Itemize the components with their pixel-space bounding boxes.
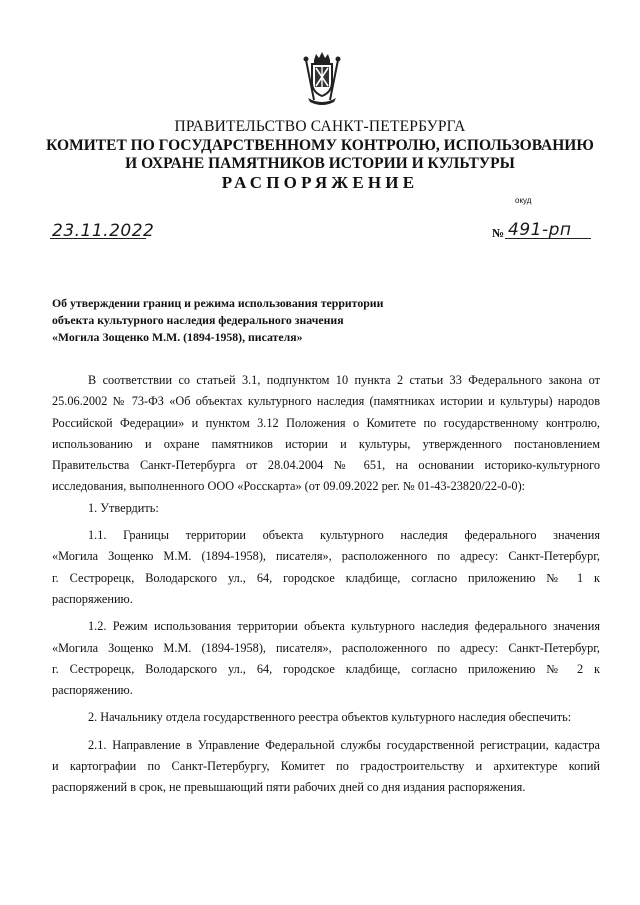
text-line: 1.1. Границы территории объекта культурного наследия федерального значения — [88, 528, 600, 543]
committee-name-line2: И ОХРАНЕ ПАМЯТНИКОВ ИСТОРИИ И КУЛЬТУРЫ — [125, 155, 515, 172]
document-number: 491-рп — [508, 220, 572, 240]
text-line: В соответствии со статьей 3.1, подпунктом 10 пункта 2 статьи 33 Федерального закона от — [88, 373, 600, 387]
text-line: г. Сестрорецк, Володарского ул., 64, городское кладбище, согласно приложению № 2 к — [52, 661, 600, 676]
text-line: 1.2. Режим использования территории объекта культурного наследия федерального значения — [88, 619, 600, 634]
text-line: использованию и охране памятников истории и культуры, утвержденного постановлением — [52, 436, 600, 451]
text-line: исследования, выполненного ООО «Росскарта» (от 09.09.2022 рег. № 01-43-23820/22-0-0): — [52, 479, 526, 494]
item-1: 1. Утвердить: — [88, 500, 159, 515]
coat-of-arms-icon — [300, 52, 344, 106]
document-subject — [52, 295, 472, 346]
subject-line: «Могила Зощенко М.М. (1894-1958), писателя» — [52, 330, 303, 344]
text-line: г. Сестрорецк, Володарского ул., 64, городское кладбище, согласно приложению № 1 к — [52, 570, 600, 585]
text-line: распоряжений в срок, не превышающий пяти рабочих дней со дня издания распоряжения. — [52, 780, 526, 795]
text-line: Правительства Санкт-Петербурга от 28.04.2004 № 651, на основании историко-культурного — [52, 458, 600, 473]
committee-name-line1: КОМИТЕТ ПО ГОСУДАРСТВЕННОМУ КОНТРОЛЮ, ИСПОЛЬЗОВАНИЮ — [46, 137, 594, 154]
text-line: Российской Федерации» и пунктом 3.12 Положения о Комитете по государственному контролю, — [52, 415, 600, 430]
text-line: «Могила Зощенко М.М. (1894-1958), писателя», расположенного по адресу: Санкт-Петербург, — [52, 549, 600, 564]
subject-line: объекта культурного наследия федерального значения — [52, 313, 344, 327]
date-underline — [50, 238, 146, 239]
government-name: ПРАВИТЕЛЬСТВО САНКТ-ПЕТЕРБУРГА — [174, 118, 466, 135]
item-1-2 — [52, 616, 600, 701]
text-line: 2.1. Направление в Управление Федеральной службы государственной регистрации, кадастра — [88, 737, 600, 752]
item-1-1 — [52, 525, 600, 610]
text-line: распоряжению. — [52, 591, 133, 606]
number-underline — [505, 238, 591, 239]
document-body — [52, 370, 600, 799]
text-line: распоряжению. — [52, 683, 133, 698]
intro-paragraph — [52, 370, 600, 498]
okud-label: окуд — [515, 196, 532, 205]
text-line: и картографии по Санкт-Петербургу, Комитет по градостроительству и архитектуре копий — [52, 759, 600, 774]
number-sign: № — [492, 226, 505, 240]
item-2-1 — [52, 735, 600, 799]
document-date: 23.11.2022 — [52, 221, 155, 241]
document-type-title: РАСПОРЯЖЕНИЕ — [221, 173, 419, 192]
text-line: «Могила Зощенко М.М. (1894-1958), писателя», расположенного по адресу: Санкт-Петербург, — [52, 640, 600, 655]
text-line: 25.06.2002 № 73-ФЗ «Об объектах культурного наследия (памятниках истории и культуры) народов — [52, 394, 600, 409]
subject-line: Об утверждении границ и режима использования территории — [52, 296, 384, 310]
item-2: 2. Начальнику отдела государственного реестра объектов культурного наследия обеспечить: — [88, 710, 572, 725]
